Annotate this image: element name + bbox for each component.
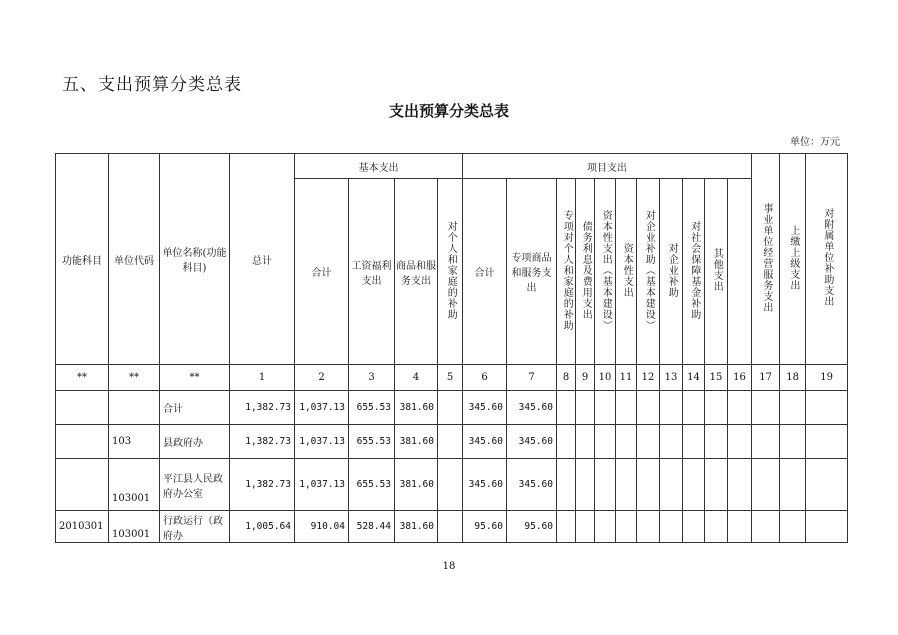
index-cell: 1	[230, 365, 295, 391]
unit-name-cell: 平江县人民政府办公室	[160, 459, 230, 511]
index-cell: 12	[637, 365, 660, 391]
special-cell: 95.60	[507, 511, 557, 543]
index-cell: 11	[616, 365, 637, 391]
header-unit-code: 单位代码	[109, 154, 160, 365]
header-project-total: 合计	[463, 179, 507, 365]
header-basic-group: 基本支出	[295, 154, 463, 179]
header-other: 其他支出	[711, 248, 723, 292]
index-cell: 7	[507, 365, 557, 391]
goods-cell: 381.60	[395, 425, 438, 459]
header-salary: 工资福利支出	[349, 179, 395, 365]
total-cell: 1,382.73	[230, 459, 295, 511]
index-cell: 8	[557, 365, 576, 391]
index-cell: 4	[395, 365, 438, 391]
index-cell: 13	[660, 365, 683, 391]
salary-cell: 528.44	[349, 511, 395, 543]
func-code-cell	[56, 459, 109, 511]
func-code-cell	[56, 425, 109, 459]
total-cell: 1,005.64	[230, 511, 295, 543]
table-row	[56, 391, 848, 425]
table-title: 支出预算分类总表	[388, 102, 509, 120]
project-total-cell: 345.60	[463, 425, 507, 459]
unit-code-cell: 103001	[109, 511, 160, 543]
index-cell: **	[56, 365, 109, 391]
index-row	[56, 365, 848, 391]
table-row	[56, 459, 848, 511]
goods-cell: 381.60	[395, 511, 438, 543]
index-cell: 5	[438, 365, 463, 391]
index-cell: 15	[705, 365, 728, 391]
goods-cell: 381.60	[395, 459, 438, 511]
basic-total-cell: 1,037.13	[295, 425, 349, 459]
basic-total-cell: 1,037.13	[295, 391, 349, 425]
header-project-group: 项目支出	[463, 154, 752, 179]
special-cell: 345.60	[507, 391, 557, 425]
unit-note: 单位：万元	[790, 137, 840, 148]
salary-cell: 655.53	[349, 459, 395, 511]
goods-cell: 381.60	[395, 391, 438, 425]
table-row	[56, 511, 848, 543]
header-upper-pay: 上缴上级支出	[787, 224, 799, 291]
func-code-cell: 2010301	[56, 511, 109, 543]
header-enterprise-infra: 对企业补助（基本建设）	[643, 209, 655, 331]
table-row	[56, 425, 848, 459]
index-cell: 10	[595, 365, 616, 391]
header-social-fund: 对社会保障基金补助	[688, 220, 700, 320]
header-business-unit: 事业单位经营服务支出	[760, 202, 772, 313]
index-cell: 3	[349, 365, 395, 391]
unit-code-cell: 103001	[109, 459, 160, 511]
header-enterprise: 对企业补助	[666, 242, 678, 298]
header-debt-interest: 债务利息及费用支出	[580, 220, 592, 320]
unit-name-cell: 县政府办	[160, 425, 230, 459]
header-personal-project: 专项对个人和家庭的补助	[561, 209, 573, 331]
index-cell: 18	[780, 365, 806, 391]
index-cell: 9	[576, 365, 595, 391]
header-func-code: 功能科目	[56, 154, 109, 365]
unit-code-cell: 103	[109, 425, 160, 459]
header-affiliate: 对附属单位补助支出	[821, 208, 833, 307]
header-basic-total: 合计	[295, 179, 349, 365]
salary-cell: 655.53	[349, 425, 395, 459]
index-cell: 17	[752, 365, 780, 391]
header-capital: 资本性支出	[621, 242, 633, 298]
header-goods: 商品和服务支出	[395, 179, 438, 365]
project-total-cell: 345.60	[463, 459, 507, 511]
basic-total-cell: 1,037.13	[295, 459, 349, 511]
index-cell: 19	[806, 365, 848, 391]
index-cell: 2	[295, 365, 349, 391]
total-cell: 1,382.73	[230, 391, 295, 425]
header-unit-name: 单位名称(功能科目)	[160, 154, 230, 365]
index-cell: 16	[728, 365, 752, 391]
project-total-cell: 95.60	[463, 511, 507, 543]
salary-cell: 655.53	[349, 391, 395, 425]
special-cell: 345.60	[507, 425, 557, 459]
func-code-cell	[56, 391, 109, 425]
header-capital-infra: 资本性支出（基本建设）	[600, 209, 612, 331]
personal-cell	[438, 511, 463, 543]
header-total: 总计	[230, 154, 295, 365]
header-special-goods: 专项商品和服务支出	[507, 179, 557, 365]
budget-table	[55, 153, 848, 543]
personal-cell	[438, 459, 463, 511]
personal-cell	[438, 425, 463, 459]
unit-name-cell: 合计	[160, 391, 230, 425]
section-heading: 五、支出预算分类总表	[62, 75, 242, 95]
page-number: 18	[442, 561, 456, 572]
special-cell: 345.60	[507, 459, 557, 511]
basic-total-cell: 910.04	[295, 511, 349, 543]
project-total-cell: 345.60	[463, 391, 507, 425]
header-personal-basic: 对个人和家庭的补助	[445, 220, 457, 320]
index-cell: 14	[683, 365, 705, 391]
unit-code-cell	[109, 391, 160, 425]
index-cell: 6	[463, 365, 507, 391]
total-cell: 1,382.73	[230, 425, 295, 459]
unit-name-cell: 行政运行（政府办	[160, 511, 230, 543]
index-cell: **	[160, 365, 230, 391]
index-cell: **	[109, 365, 160, 391]
personal-cell	[438, 391, 463, 425]
